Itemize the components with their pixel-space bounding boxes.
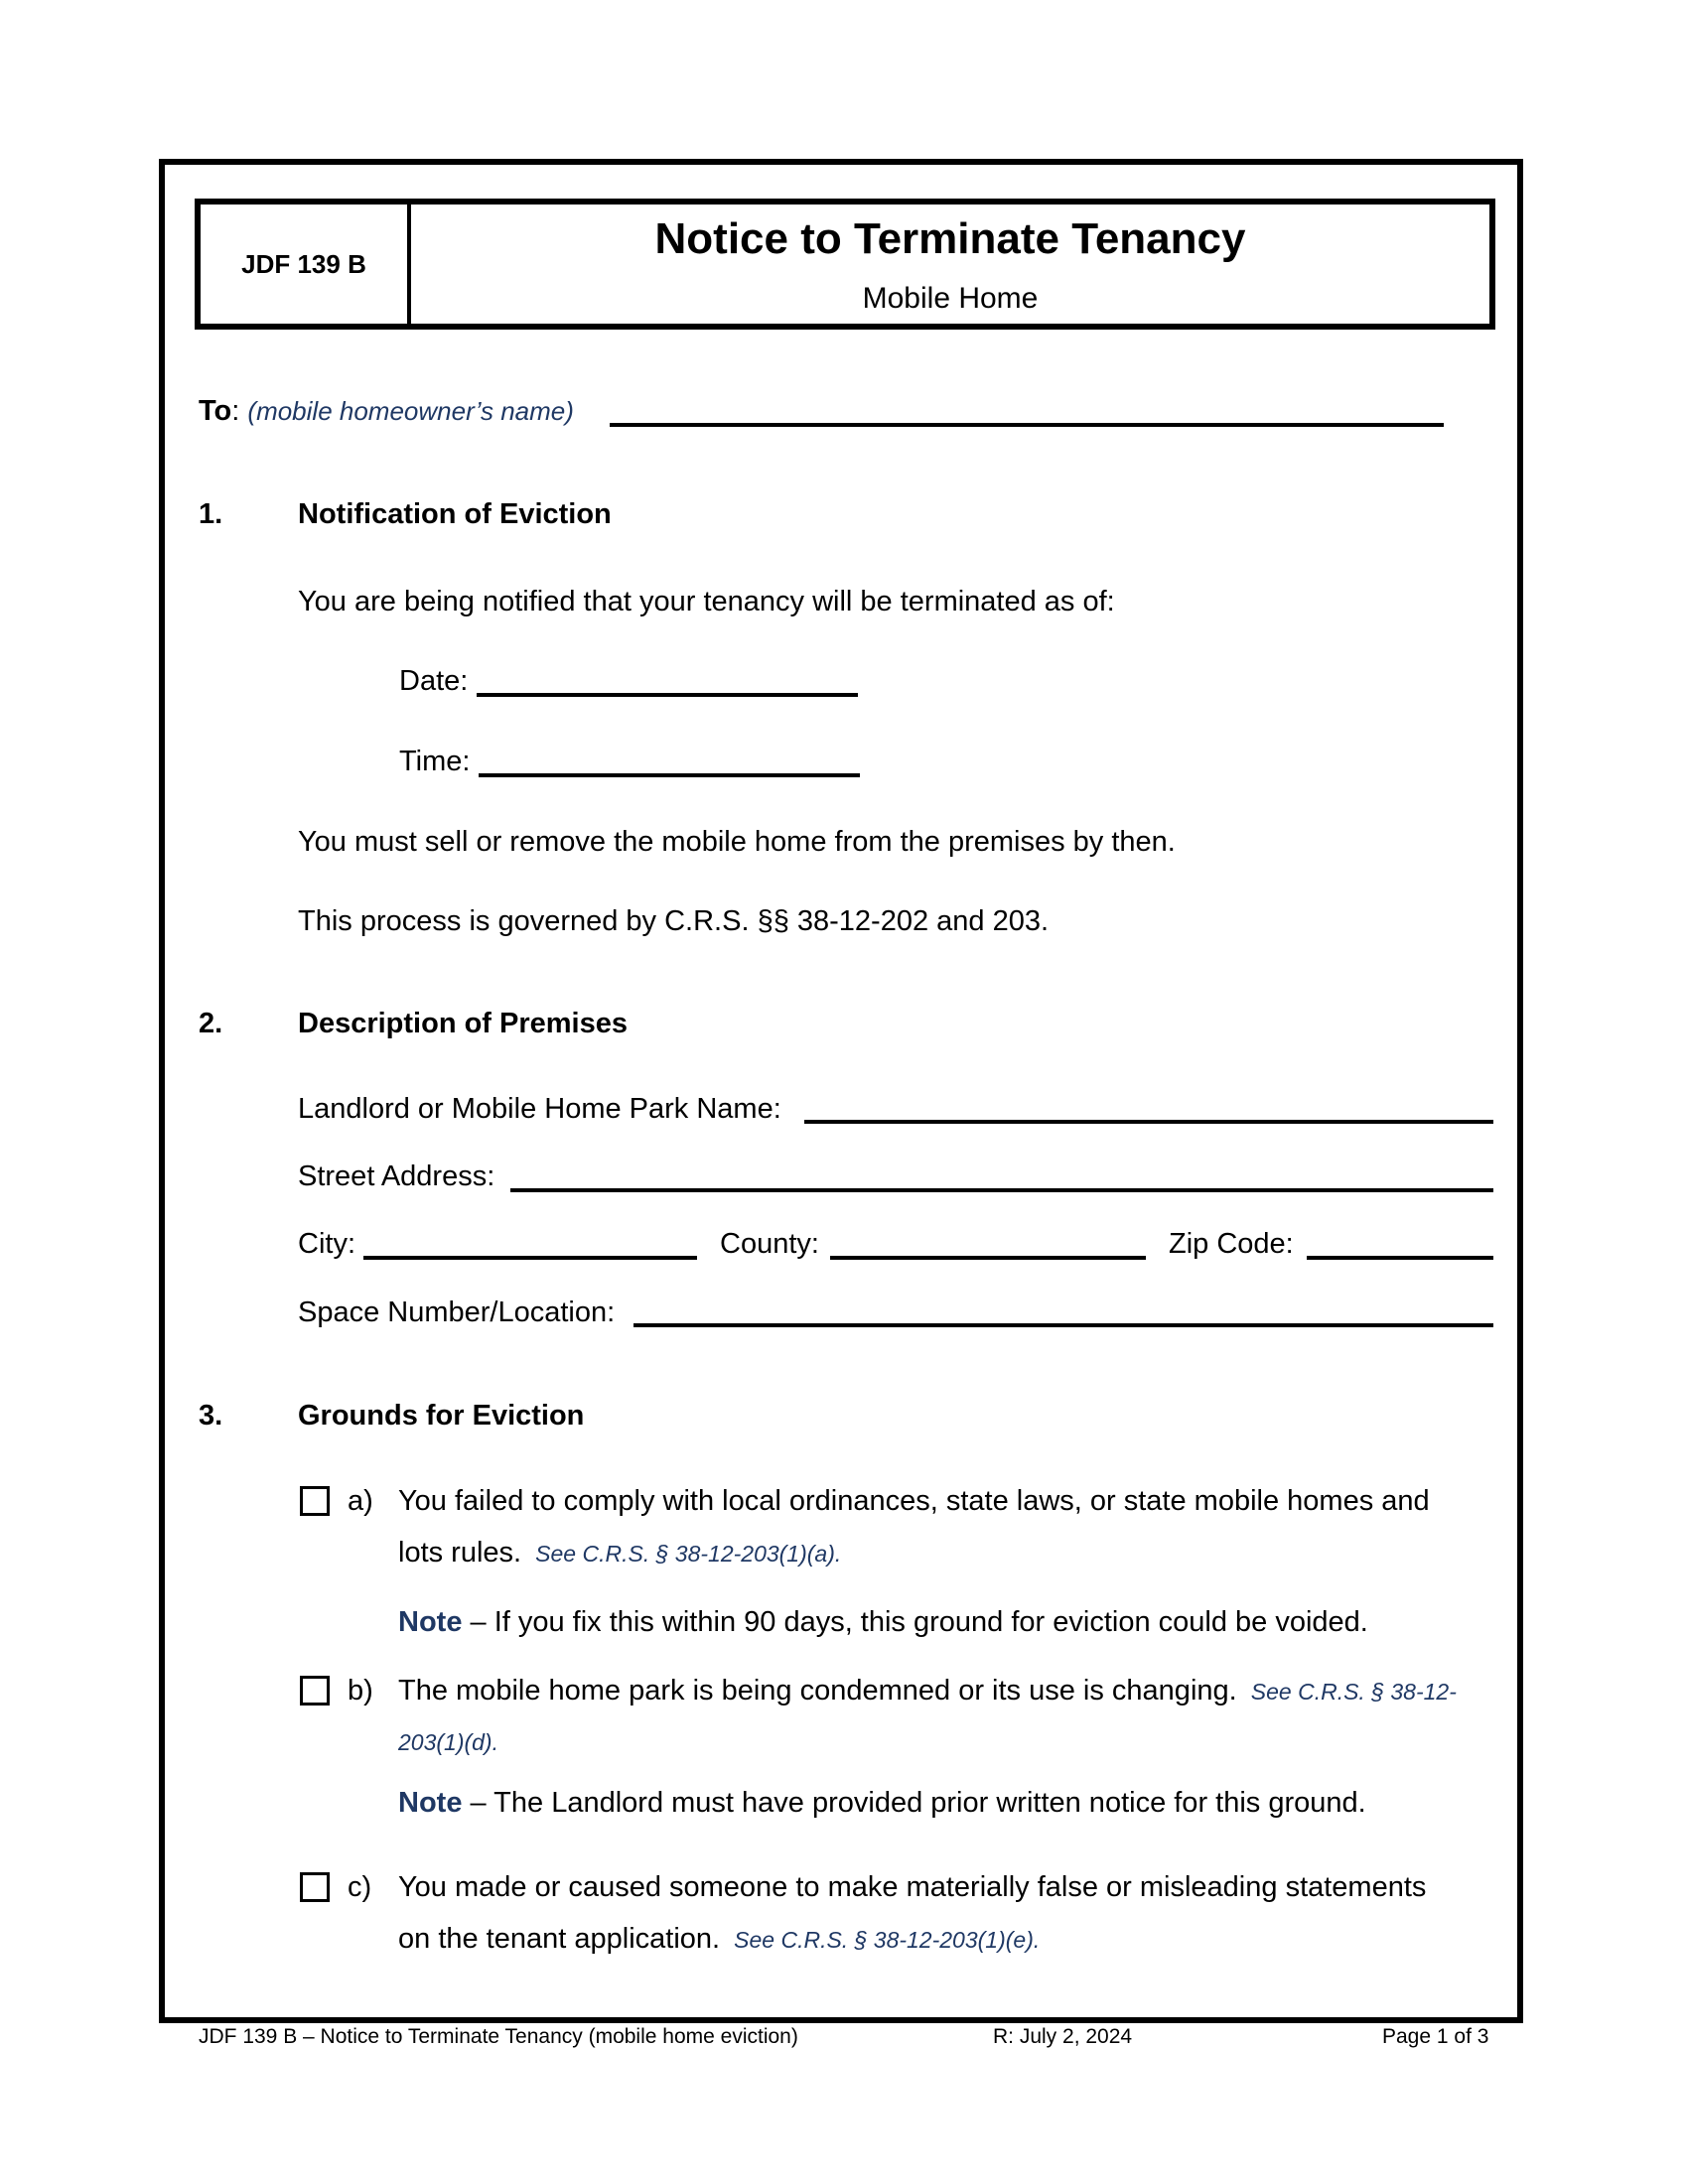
form-header — [195, 199, 1495, 330]
landlord-label: Landlord or Mobile Home Park Name: — [298, 1093, 781, 1125]
street-label: Street Address: — [298, 1160, 495, 1192]
section1-intro: You are being notified that your tenancy will be terminated as of: — [298, 586, 1115, 617]
footer-page-number: Page 1 of 3 — [1382, 2025, 1489, 2048]
space-label: Space Number/Location: — [298, 1297, 616, 1328]
zip-code-field[interactable] — [1307, 1256, 1493, 1260]
street-address-field[interactable] — [510, 1188, 1493, 1192]
section3-number: 3. — [199, 1400, 223, 1432]
time-field[interactable] — [479, 773, 860, 777]
ground-c-text-cont: on the tenant application. See C.R.S. § 38-12-203(1)(e). — [398, 1923, 1041, 1955]
city-field[interactable] — [363, 1256, 697, 1260]
note-label: Note — [398, 1787, 463, 1819]
section1-number: 1. — [199, 498, 223, 530]
footer-revision: R: July 2, 2024 — [993, 2025, 1133, 2048]
time-label: Time: — [399, 746, 471, 777]
to-row — [199, 395, 574, 428]
city-label: City: — [298, 1228, 355, 1260]
ground-b-checkbox[interactable] — [300, 1676, 330, 1706]
ground-a-text: You failed to comply with local ordinances, state laws, or state mobile homes and — [398, 1485, 1430, 1517]
date-field[interactable] — [477, 693, 858, 697]
ground-c-text: You made or caused someone to make materially false or misleading statements — [398, 1871, 1427, 1903]
county-label: County: — [720, 1228, 819, 1260]
to-hint: (mobile homeowner’s name) — [247, 396, 574, 426]
ground-b-citation-cont: 203(1)(d). — [398, 1729, 498, 1755]
space-number-field[interactable] — [633, 1323, 1493, 1327]
ground-c-letter: c) — [348, 1871, 372, 1903]
county-field[interactable] — [830, 1256, 1146, 1260]
ground-c-citation: See C.R.S. § 38-12-203(1)(e). — [734, 1927, 1041, 1953]
ground-a-text-cont: lots rules. See C.R.S. § 38-12-203(1)(a). — [398, 1537, 842, 1569]
section1-para1: You must sell or remove the mobile home from the premises by then. — [298, 826, 1176, 858]
note-label: Note — [398, 1606, 463, 1638]
to-label: To — [199, 395, 232, 427]
form-code: JDF 139 B — [201, 205, 411, 324]
ground-a-checkbox[interactable] — [300, 1486, 330, 1516]
ground-a-citation: See C.R.S. § 38-12-203(1)(a). — [535, 1541, 842, 1567]
zip-label: Zip Code: — [1169, 1228, 1294, 1260]
landlord-name-field[interactable] — [804, 1120, 1493, 1124]
ground-c-checkbox[interactable] — [300, 1872, 330, 1902]
form-title: Notice to Terminate Tenancy — [654, 214, 1246, 263]
date-label: Date: — [399, 665, 469, 697]
page-border — [159, 159, 1523, 2023]
ground-b-text: The mobile home park is being condemned or its use is changing. See C.R.S. § 38-12- — [398, 1675, 1457, 1706]
ground-b-note: Note – The Landlord must have provided prior written notice for this ground. — [398, 1787, 1366, 1819]
section2-heading: Description of Premises — [298, 1008, 628, 1039]
section1-heading: Notification of Eviction — [298, 498, 612, 530]
to-colon: : — [231, 395, 240, 427]
form-subtitle: Mobile Home — [862, 282, 1039, 315]
ground-a-note: Note – If you fix this within 90 days, this ground for eviction could be voided. — [398, 1606, 1368, 1638]
section1-para2: This process is governed by C.R.S. §§ 38-12-202 and 203. — [298, 905, 1050, 937]
footer-form-title: JDF 139 B – Notice to Terminate Tenancy (mobile home eviction) — [199, 2025, 798, 2048]
section2-number: 2. — [199, 1008, 223, 1039]
homeowner-name-field[interactable] — [610, 423, 1444, 427]
section3-heading: Grounds for Eviction — [298, 1400, 585, 1432]
ground-a-letter: a) — [348, 1485, 373, 1517]
ground-b-letter: b) — [348, 1675, 373, 1706]
ground-b-citation: See C.R.S. § 38-12- — [1250, 1679, 1457, 1705]
